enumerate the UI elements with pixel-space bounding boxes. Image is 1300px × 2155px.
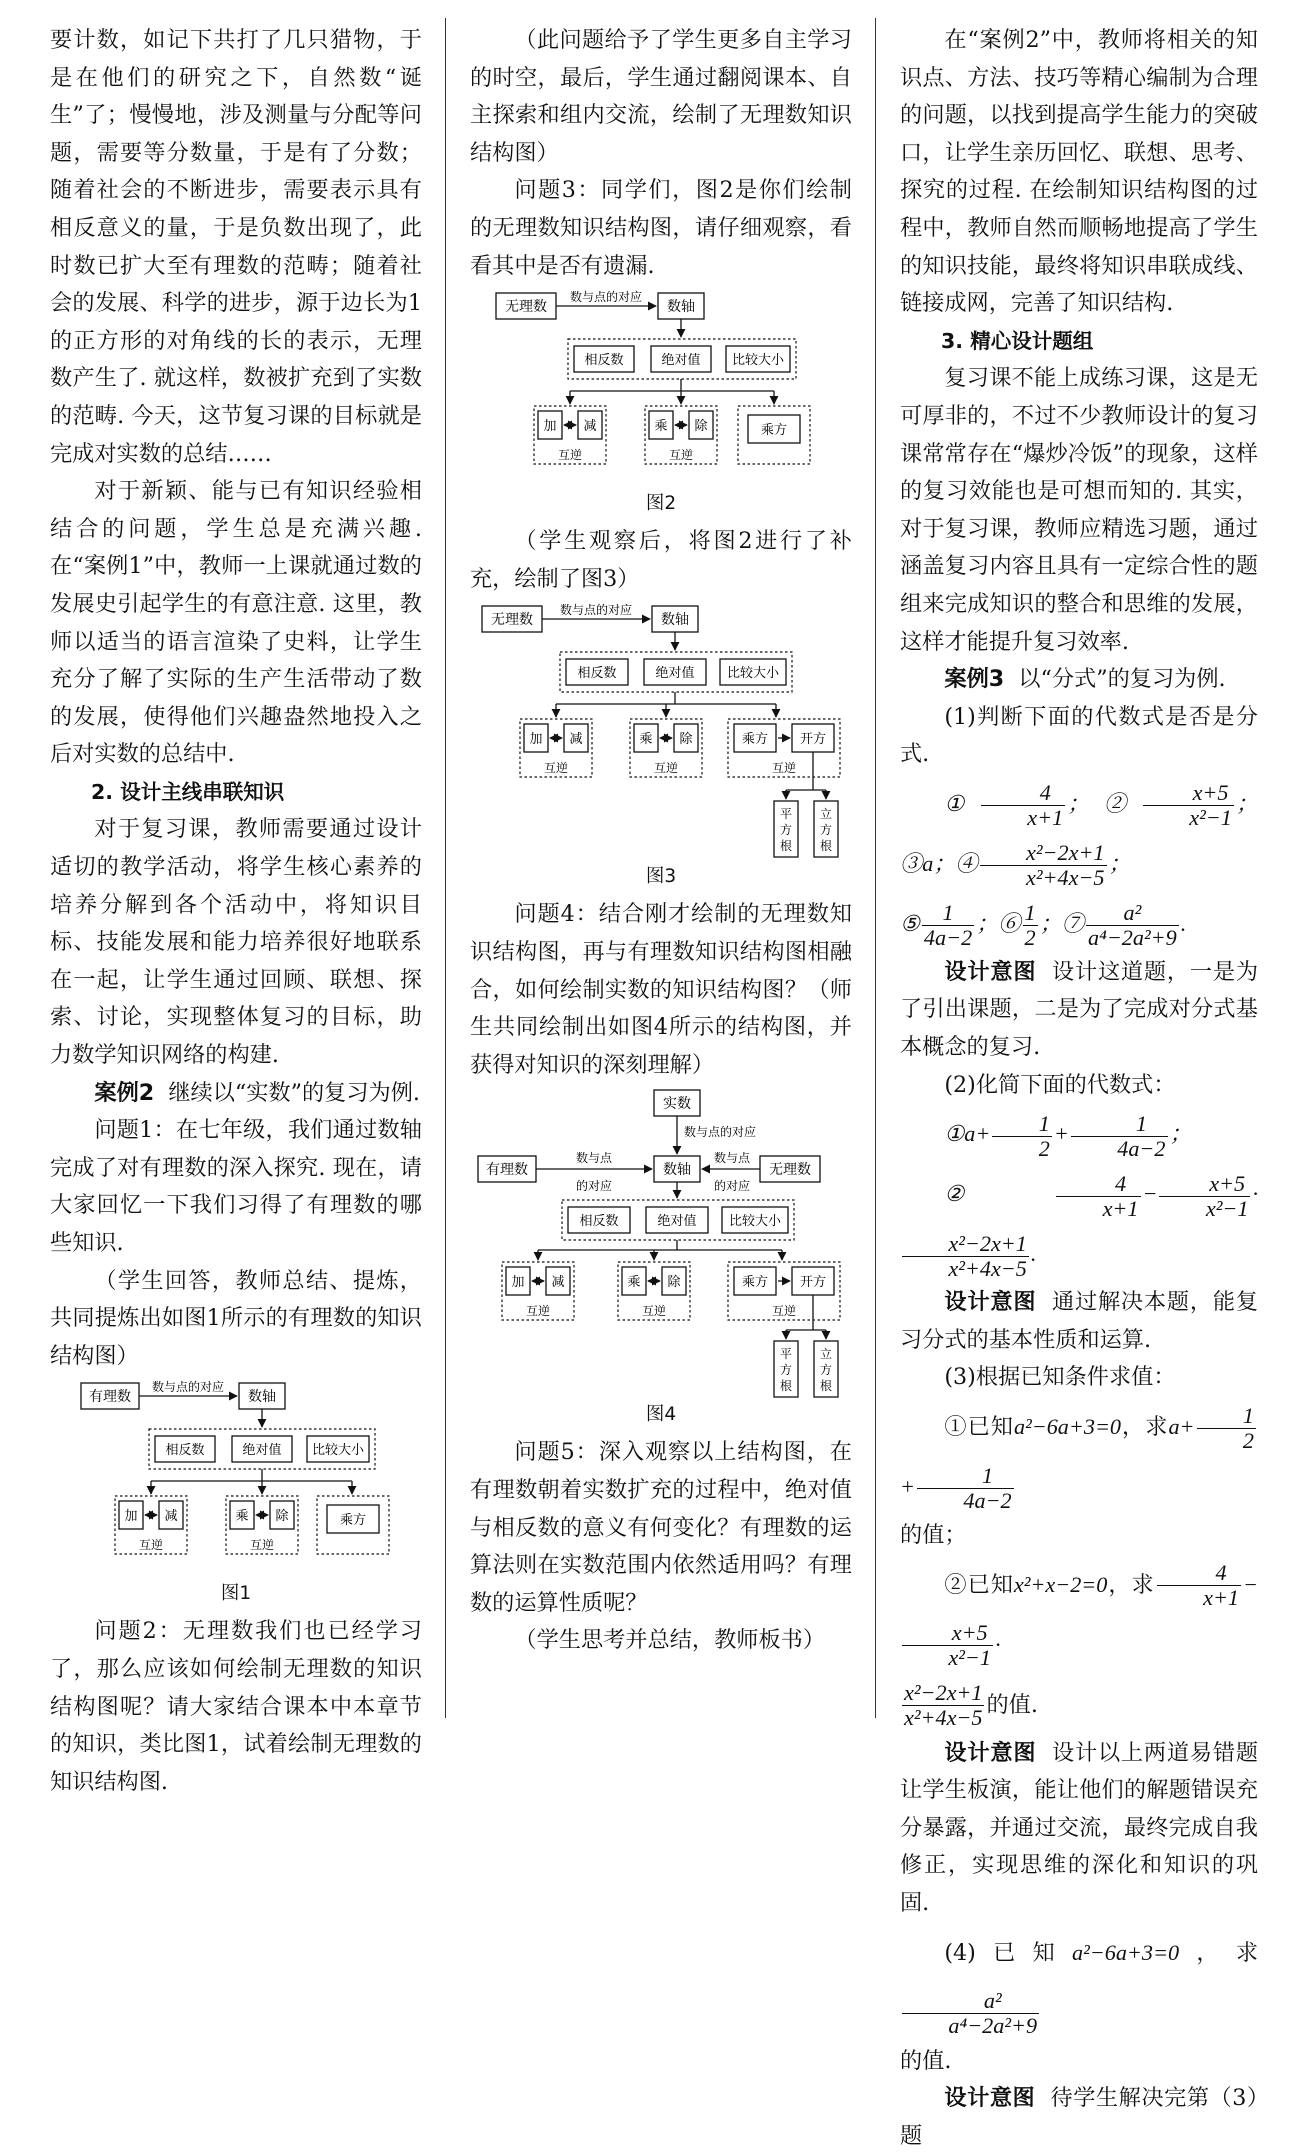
numerator: 4 <box>1056 1172 1140 1197</box>
node-label: 数轴 <box>661 612 689 629</box>
item-number: ① <box>944 1121 965 1147</box>
separator: ； <box>933 850 956 876</box>
node-label: 乘方 <box>741 1275 769 1291</box>
denominator: x+1 <box>1203 1585 1240 1611</box>
fraction <box>1143 781 1234 830</box>
edge-label: 数与点的对应 <box>559 603 633 618</box>
item-number: ⑦ <box>1061 910 1085 936</box>
node-label: 无理数 <box>491 612 533 629</box>
denominator: 2 <box>1024 925 1036 951</box>
node-label: 比较大小 <box>728 1214 782 1230</box>
node-label: 互逆 <box>771 1304 797 1319</box>
question: (3)根据已知条件求值： <box>944 1364 1176 1391</box>
figure-2-diagram <box>486 289 836 489</box>
numerator: 1 <box>1024 900 1036 926</box>
node-label: 有理数 <box>486 1162 528 1179</box>
fraction <box>1086 901 1179 950</box>
node-label: 乘方 <box>741 732 769 748</box>
item-number: ③ <box>900 850 923 876</box>
expression: x²+x−2=0 <box>1013 1571 1108 1597</box>
figure-4-diagram <box>476 1088 846 1400</box>
operator: + <box>1053 1121 1069 1147</box>
node-label: 加 <box>543 419 557 435</box>
node-label: 相反数 <box>577 666 617 682</box>
figure-caption: 图1 <box>220 1583 252 1605</box>
paragraph: 问题3：同学们，图2是你们绘制的无理数知识结构图，请仔细观察，看看其中是否有遗漏. <box>470 177 852 279</box>
node-label: 平 <box>779 807 793 822</box>
separator: ； <box>1108 850 1131 876</box>
node-label: 除 <box>667 1275 681 1291</box>
node-label: 比较大小 <box>726 666 780 682</box>
node-label: 数轴 <box>663 1162 691 1179</box>
expression-row <box>900 894 1258 954</box>
paragraph: 问题5：深入观察以上结构图，在有理数朝着实数扩充的过程中，绝对值与相反数的意义有何变化？有理数的运算法则在实数范围内依然适用吗？有理数的运算性质呢？ <box>470 1439 852 1616</box>
paragraph: 问题4：结合刚才绘制的无理数知识结构图，再与有理数知识结构图相融合，如何绘制实数的知识结构图？（师生共同绘制出如图4所示的结构图，并获得对知识的深刻理解） <box>470 901 852 1078</box>
question-text: 的值. <box>986 1691 1038 1718</box>
figure-caption: 图2 <box>645 493 677 515</box>
node-label: 立 <box>819 807 833 822</box>
fraction <box>1197 1404 1256 1453</box>
numerator: x²−2x+1 <box>904 1680 983 1706</box>
node-label: 根 <box>779 839 793 854</box>
node-label: 除 <box>694 419 708 435</box>
separator: . <box>1180 910 1187 936</box>
fraction <box>980 841 1107 890</box>
node-label: 减 <box>164 1509 178 1525</box>
node-label: 相反数 <box>165 1443 205 1459</box>
expression: a+ <box>964 1121 991 1147</box>
intent-text: 通过解决本题，能复习分式的基本性质和运算. <box>900 1289 1259 1353</box>
question-text: ，求 <box>1107 1571 1155 1598</box>
node-label: 加 <box>511 1275 525 1291</box>
node-label: 根 <box>819 1379 833 1394</box>
denominator: x²+4x−5 <box>1026 865 1105 891</box>
question: (2)化简下面的代数式： <box>944 1071 1176 1098</box>
fraction <box>1159 1172 1250 1221</box>
expression-row <box>900 1164 1258 1284</box>
node-label: 互逆 <box>249 1538 275 1553</box>
section-heading: 3. 精心设计题组 <box>941 328 1094 353</box>
question-text: 的值. <box>900 2047 952 2074</box>
question-text: (4)已知 <box>944 1939 1073 1966</box>
node-label: 平 <box>779 1347 793 1362</box>
operator: − <box>1243 1571 1259 1597</box>
node-label: 互逆 <box>771 761 797 776</box>
denominator: 4a−2 <box>963 1487 1012 1513</box>
case-label: 案例2 <box>94 1079 155 1106</box>
expression: a <box>922 850 934 876</box>
fraction <box>902 1621 993 1670</box>
node-label: 绝对值 <box>242 1443 282 1459</box>
node-label: 乘 <box>639 732 653 748</box>
figure-caption: 图4 <box>645 1404 677 1426</box>
node-label: 数轴 <box>667 299 695 316</box>
edge-label: 数与点 <box>713 1151 751 1166</box>
node-label: 互逆 <box>653 761 679 776</box>
paragraph: 要计数，如记下共打了几只猎物，于是在他们的研究之下，自然数“诞生”了；慢慢地，涉及测量与分配等问题，需要等分数量，于是有了分数；随着社会的不断进步，需要表示具有相反意义的量，于是负数出现了，此时数已扩大至有理数的范畴；随着社会的发展、科学的进步，源于边长为1的正方形的对角线的长的表示，无理数产生了. 就这样，数被扩充到了实数的范畴. 今天，这节复习课的目标就是完成对实数的总结…… <box>50 27 422 467</box>
node-label: 有理数 <box>89 1389 131 1406</box>
numerator: 1 <box>1197 1404 1256 1429</box>
item-number: ④ <box>955 850 978 876</box>
numerator: x+5 <box>1143 781 1234 806</box>
paragraph: 对于复习课，教师需要通过设计适切的教学活动，将学生核心素养的培养分解到各个活动中，将知识目标、技能发展和能力培养很好地联系在一起，让学生通过回顾、联想、探索、讨论，实现整体复习的目标，助力数学知识网络的构建. <box>50 816 422 1069</box>
node-label: 乘方 <box>339 1513 367 1529</box>
edge-label: 的对应 <box>713 1179 751 1194</box>
paragraph: 在“案例2”中，教师将相关的知识点、方法、技巧等精心编制为合理的问题，以找到提高学生能力的突破口，让学生亲历回忆、联想、思考、探究的过程. 在绘制知识结构图的过程中，教师自然而顺畅地提高了学生的知识技能，最终将知识串联成线、链接成网，完善了知识结构. <box>900 27 1258 317</box>
fraction <box>922 901 974 950</box>
node-label: 互逆 <box>641 1304 667 1319</box>
node-label: 除 <box>679 732 693 748</box>
item-number: ② <box>944 1181 1055 1207</box>
node-label: 加 <box>529 732 543 748</box>
figure-3-diagram <box>476 602 846 862</box>
edge-label: 的对应 <box>575 1179 613 1194</box>
numerator: 1 <box>922 901 974 926</box>
numerator: x+5 <box>1159 1172 1250 1197</box>
separator: ； <box>1039 910 1062 936</box>
expression-row <box>900 1675 1258 1735</box>
figure-caption: 图3 <box>645 866 677 888</box>
node-label: 方 <box>819 1363 833 1378</box>
intent-label: 设计意图 <box>944 958 1037 985</box>
numerator: 1 <box>1071 1112 1168 1137</box>
case-label: 案例3 <box>944 666 1005 693</box>
node-label: 相反数 <box>584 353 624 369</box>
node-label: 相反数 <box>579 1214 619 1230</box>
paragraph: 复习课不能上成练习课，这是无可厚非的，不过不少教师设计的复习课常常存在“爆炒冷饭”的现象，这样的复习效能也是可想而知的. 其实，对于复习课，教师应精选习题，通过涵盖复习内容且具有一定综合性的题组来完成知识的整合和思维的发展，这样才能提升复习效率. <box>900 365 1258 655</box>
node-label: 开方 <box>799 732 827 748</box>
node-label: 互逆 <box>525 1304 551 1319</box>
fraction <box>1056 1172 1140 1221</box>
node-label: 数轴 <box>248 1389 276 1406</box>
paragraph: （此问题给予了学生更多自主学习的时空，最后，学生通过翻阅课本、自主探索和组内交流，绘制了无理数知识结构图） <box>470 27 852 166</box>
numerator: 1 <box>917 1464 1014 1489</box>
expression-row <box>900 1923 1258 2043</box>
column-divider <box>445 18 446 1718</box>
numerator: x²−2x+1 <box>980 841 1107 866</box>
column-3 <box>900 22 1258 2155</box>
node-label: 减 <box>569 732 583 748</box>
node-label: 方 <box>779 1363 793 1378</box>
paragraph: 对于新颖、能与已有知识经验相结合的问题，学生总是充满兴趣. 在“案例1”中，教师一上课就通过数的发展史引起学生的有意注意. 这里，教师以适当的语言渲染了史料，让学生充分了解了实际的生产生活带动了数的发展，使得他们兴趣盎然地投入之后对实数的总结中. <box>50 478 422 768</box>
node-label: 绝对值 <box>655 666 695 682</box>
section-heading: 2. 设计主线串联知识 <box>91 779 285 804</box>
intent-label: 设计意图 <box>944 2085 1036 2112</box>
numerator: 4 <box>981 781 1065 806</box>
separator: ； <box>1169 1121 1192 1147</box>
node-label: 根 <box>819 839 833 854</box>
paragraph: （学生回答，教师总结、提炼，共同提炼出如图1所示的有理数的知识结构图） <box>50 1267 422 1369</box>
fraction <box>917 1464 1014 1513</box>
edge-label: 数与点的对应 <box>684 1125 757 1140</box>
node-label: 乘 <box>235 1509 249 1525</box>
expression: a²−6a+3=0 <box>1072 1939 1180 1965</box>
edge-label: 数与点的对应 <box>569 290 643 305</box>
denominator: x²+4x−5 <box>948 1255 1027 1281</box>
expression: a²−6a+3=0 <box>1013 1414 1122 1440</box>
numerator: a² <box>1086 901 1179 926</box>
node-label: 绝对值 <box>661 353 701 369</box>
separator: . <box>1030 1241 1037 1267</box>
node-label: 加 <box>124 1509 138 1525</box>
fraction <box>992 1112 1051 1161</box>
paragraph: （学生观察后，将图2进行了补充，绘制了图3） <box>470 528 852 592</box>
node-label: 乘 <box>654 419 668 435</box>
fraction <box>1071 1112 1168 1161</box>
question-text: 的值； <box>900 1522 967 1549</box>
denominator: x²−1 <box>1189 805 1232 831</box>
node-label: 减 <box>551 1275 565 1291</box>
column-1 <box>50 22 422 1801</box>
intent-text: 设计这道题，一是为了引出课题，二是为了完成对分式基本概念的复习. <box>900 958 1259 1061</box>
denominator: a⁴−2a²+9 <box>1088 925 1177 951</box>
node-label: 绝对值 <box>657 1214 697 1230</box>
fraction <box>902 1232 1029 1281</box>
fraction <box>902 1681 984 1730</box>
denominator: 4a−2 <box>1117 1135 1166 1161</box>
separator: ； <box>1235 790 1258 816</box>
numerator: x²−2x+1 <box>902 1232 1029 1257</box>
operator: − <box>1142 1181 1158 1207</box>
expression-row <box>900 1397 1258 1517</box>
denominator: x+1 <box>1027 805 1064 831</box>
denominator: x+1 <box>1102 1195 1139 1221</box>
denominator: x²−1 <box>948 1645 991 1671</box>
operator: · <box>994 1631 1001 1657</box>
item-number: ⑥ <box>998 910 1021 936</box>
paragraph: 问题1：在七年级，我们通过数轴完成了对有理数的深入探究. 现在，请大家回忆一下我们习得了有理数的哪些知识. <box>50 1117 422 1256</box>
edge-label: 数与点 <box>575 1151 613 1166</box>
node-label: 根 <box>779 1379 793 1394</box>
column-divider <box>875 18 876 1718</box>
node-label: 互逆 <box>138 1538 164 1553</box>
denominator: 2 <box>1038 1135 1050 1161</box>
question-text: ①已知 <box>944 1414 1014 1441</box>
node-label: 互逆 <box>557 448 583 463</box>
node-label: 除 <box>275 1509 289 1525</box>
denominator: x²−1 <box>1205 1195 1249 1221</box>
question-text: ，求 <box>1121 1414 1169 1441</box>
numerator: 1 <box>992 1112 1051 1137</box>
node-label: 无理数 <box>505 299 547 316</box>
node-label: 方 <box>779 823 793 838</box>
node-label: 开方 <box>799 1275 827 1291</box>
denominator: a⁴−2a²+9 <box>948 2013 1038 2039</box>
node-label: 立 <box>819 1347 833 1362</box>
operator: + <box>900 1474 915 1500</box>
node-label: 乘方 <box>760 423 788 439</box>
fraction <box>902 1989 1039 2038</box>
figure-1-diagram <box>71 1379 401 1579</box>
case-text: 继续以“实数”的复习为例. <box>168 1079 420 1106</box>
paragraph: （学生思考并总结，教师板书） <box>514 1627 826 1654</box>
fraction <box>1023 901 1038 950</box>
node-label: 互逆 <box>543 761 569 776</box>
separator: ； <box>976 910 999 936</box>
operator: · <box>1252 1181 1258 1207</box>
denominator: 4a−2 <box>923 925 973 951</box>
edge-label: 数与点的对应 <box>151 1380 225 1395</box>
node-label: 实数 <box>663 1096 691 1113</box>
intent-text: 设计以上两道易错题让学生板演，能让他们的解题错误充分暴露，并通过交流，最终完成自我修正，实现思维的深化和知识的巩固. <box>900 1739 1259 1916</box>
numerator: 4 <box>1157 1561 1241 1586</box>
denominator: x²+4x−5 <box>904 1705 983 1731</box>
item-number: ⑤ <box>900 910 920 936</box>
item-number: ② <box>1089 790 1141 816</box>
node-label: 方 <box>819 823 833 838</box>
question: (1)判断下面的代数式是否是分式. <box>900 703 1258 768</box>
separator: ； <box>1067 790 1090 816</box>
node-label: 无理数 <box>769 1162 811 1179</box>
intent-label: 设计意图 <box>944 1739 1037 1766</box>
node-label: 乘 <box>627 1275 641 1291</box>
paragraph: 问题2：无理数我们也已经学习了，那么应该如何绘制无理数的知识结构图呢？请大家结合课本中本章节的知识，类比图1，试着绘制无理数的知识结构图. <box>50 1618 422 1795</box>
node-label: 减 <box>583 419 597 435</box>
node-label: 比较大小 <box>731 353 785 369</box>
denominator: 2 <box>1242 1427 1254 1453</box>
fraction <box>981 781 1065 830</box>
intent-label: 设计意图 <box>944 1289 1037 1316</box>
expression: a+ <box>1168 1414 1195 1440</box>
node-label: 比较大小 <box>311 1443 365 1459</box>
question-text: ②已知 <box>944 1571 1014 1598</box>
expression-row <box>900 1555 1258 1675</box>
intent-text: 待学生解决完第（3）题 <box>900 2085 1259 2149</box>
case-text: 以“分式”的复习为例. <box>1018 666 1226 693</box>
expression-row <box>900 774 1258 894</box>
numerator: x+5 <box>902 1621 993 1646</box>
fraction <box>1157 1561 1241 1610</box>
expression-row <box>900 1104 1258 1164</box>
item-number: ① <box>944 790 979 816</box>
numerator: a² <box>902 1989 1039 2014</box>
node-label: 互逆 <box>668 448 694 463</box>
question-text: ，求 <box>1179 1939 1259 1966</box>
column-2 <box>470 22 852 1660</box>
